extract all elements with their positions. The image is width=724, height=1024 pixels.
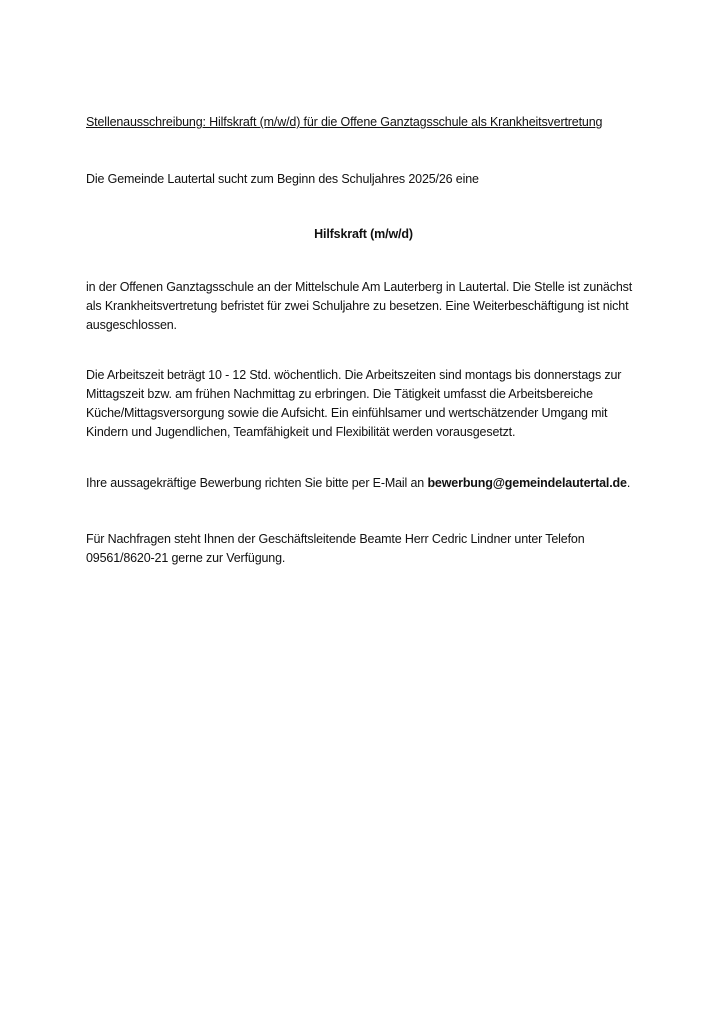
position-description-paragraph: in der Offenen Ganztagsschule an der Mittelschule Am Lauterberg in Lautertal. Die Stelle ist zunächst als Krankheitsvertretung befristet für zwei Schuljahre zu besetzen. Eine Weiterbeschäftigung ist nicht ausgeschlossen. <box>86 280 633 332</box>
contact-paragraph: Für Nachfragen steht Ihnen der Geschäftsleitende Beamte Herr Cedric Lindner unter Telefon 09561/8620-21 gerne zur Verfügung. <box>86 532 585 565</box>
application-email: bewerbung@gemeindelautertal.de <box>427 476 627 490</box>
job-title: Hilfskraft (m/w/d) <box>314 227 413 241</box>
application-text-end: . <box>626 476 631 490</box>
application-text: Ihre aussagekräftige Bewerbung richten Sie bitte per E-Mail an <box>86 476 428 490</box>
intro-text: Die Gemeinde Lautertal sucht zum Beginn des Schuljahres 2025/26 eine <box>86 172 479 186</box>
working-hours-paragraph: Die Arbeitszeit beträgt 10 - 12 Std. wöchentlich. Die Arbeitszeiten sind montags bis donnerstags zur Mittagszeit bzw. am frühen Nachmittag zu erbringen. Die Tätigkeit umfasst die Arbeitsbereiche Küche/Mittagsversorgung sowie die Aufsicht. Ein einfühlsamer und wertschätzender Umgang mit Kindern und Jugendlichen, Teamfähigkeit und Flexibilität werden vorausgesetzt. <box>86 368 622 439</box>
application-paragraph <box>86 474 646 493</box>
document-heading: Stellenausschreibung: Hilfskraft (m/w/d) für die Offene Ganztagsschule als Krankheitsvertretung <box>86 115 603 129</box>
